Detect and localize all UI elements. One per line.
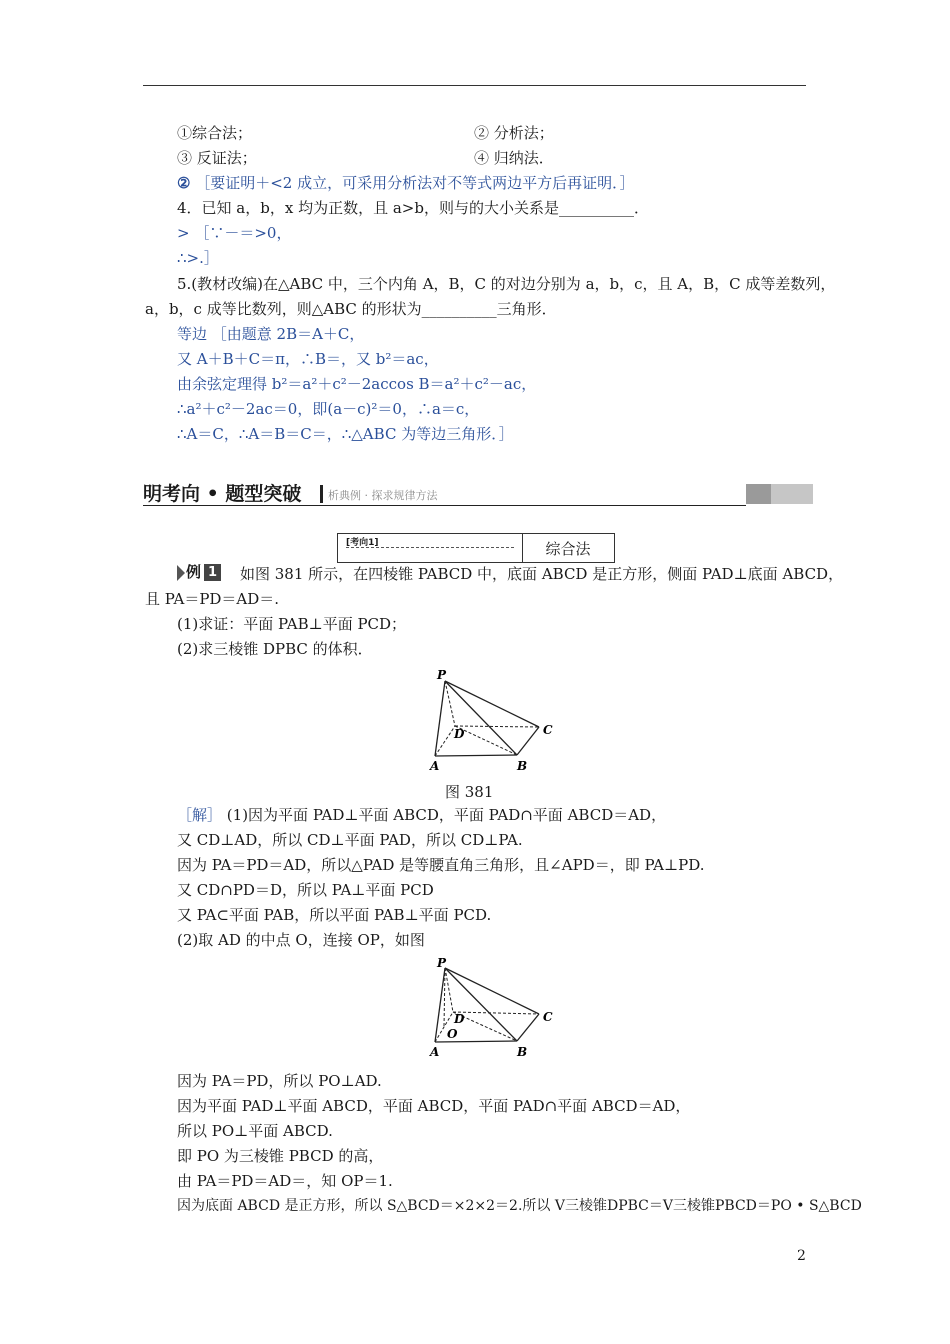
question-5-line2: a，b，c 成等比数列，则△ABC 的形状为__________三角形．: [145, 300, 557, 318]
solution-line1: [177, 806, 666, 824]
solution-line2: 又 CD⊥AD，所以 CD⊥平面 PAD，所以 CD⊥PA.: [177, 831, 523, 849]
label-P-2: P: [437, 956, 447, 970]
page-number: 2: [797, 1248, 806, 1264]
option-1: ①综合法；: [177, 124, 253, 142]
label-C: C: [543, 723, 553, 737]
label-A-2: A: [430, 1045, 440, 1059]
solution-line3: 因为 PA＝PD＝AD，所以△PAD 是等腰直角三角形，且∠APD＝，即 PA⊥PD.: [177, 856, 705, 874]
example-badge-text: 例: [186, 563, 202, 581]
question-5-line1: 5.(教材改编)在△ABC 中，三个内角 A，B，C 的对边分别为 a，b，c，且 A，B，C 成等差数列，: [177, 275, 836, 293]
section-title: 明考向 • 题型突破: [143, 483, 302, 505]
label-B: B: [517, 759, 528, 773]
answer-explanation: ［要证明＋<2 成立，可采用分析法对不等式两边平方后再证明．］: [195, 174, 635, 192]
label-D: D: [454, 727, 465, 741]
pyramid-figure-2: [420, 956, 560, 1066]
label-A: A: [430, 759, 440, 773]
solution-line10: 即 PO 为三棱锥 PBCD 的高，: [177, 1147, 384, 1165]
answer-5-line3: 由余弦定理得 b²＝a²＋c²－2accos B＝a²＋c²－ac，: [177, 375, 537, 393]
label-P: P: [437, 668, 447, 682]
section-divider: [320, 485, 323, 503]
example-badge: [177, 563, 225, 582]
example-line2: 且 PA＝PD＝AD＝.: [145, 590, 280, 608]
topic-name: 综合法: [545, 540, 591, 558]
topic-box: [337, 533, 615, 563]
answer-key: ②: [177, 174, 191, 192]
section-header: [143, 482, 813, 506]
answer-5-line4: ∴a²＋c²－2ac＝0，即(a－c)²＝0，∴a＝c，: [177, 400, 480, 418]
example-question-2: (2)求三棱锥 DPBC 的体积．: [177, 640, 373, 658]
option-2: ② 分析法；: [474, 124, 554, 142]
solution-line11: 由 PA＝PD＝AD＝，知 OP＝1.: [177, 1172, 393, 1190]
solution-line1-text: (1)因为平面 PAD⊥平面 ABCD，平面 PAD∩平面 ABCD＝AD，: [226, 806, 667, 824]
label-C-2: C: [543, 1010, 553, 1024]
example-line1: 如图 381 所示，在四棱锥 PABCD 中，底面 ABCD 是正方形，侧面 PAD⊥底面 ABCD，: [240, 565, 844, 583]
answer-line-3: [177, 174, 635, 192]
solution-line9: 所以 PO⊥平面 ABCD.: [177, 1122, 333, 1140]
answer-5-line2: 又 A＋B＋C＝π，∴B＝，又 b²＝ac，: [177, 350, 439, 368]
solution-line7: 因为 PA＝PD，所以 PO⊥AD.: [177, 1072, 382, 1090]
answer-4-line1: > ［∵－＝>0，: [177, 224, 292, 242]
label-B-2: B: [517, 1045, 528, 1059]
example-badge-number: 1: [204, 564, 221, 581]
answer-4-line2: ∴>.］: [177, 249, 219, 267]
label-O: O: [447, 1027, 458, 1041]
header-rule: [143, 85, 806, 86]
solution-line4: 又 CD∩PD＝D，所以 PA⊥平面 PCD: [177, 881, 434, 899]
solution-tag: ［解］: [177, 806, 223, 824]
answer-5-line1: 等边 ［由题意 2B＝A＋C，: [177, 325, 365, 343]
section-decor-dark: [746, 484, 771, 504]
topic-dashline: [346, 547, 514, 548]
solution-line6: (2)取 AD 的中点 O，连接 OP，如图: [177, 931, 425, 949]
solution-line5: 又 PA⊂平面 PAB，所以平面 PAB⊥平面 PCD.: [177, 906, 492, 924]
section-subtitle: 析典例 · 探求规律方法: [328, 489, 438, 502]
option-3: ③ 反证法；: [177, 149, 257, 167]
figure-caption: 图 381: [445, 783, 494, 801]
topic-box-left: [338, 534, 523, 562]
solution-line12: 因为底面 ABCD 是正方形，所以 S△BCD＝×2×2＝2.所以 V三棱锥DPBC＝V三棱锥PBCD＝PO • S△BCD: [177, 1198, 862, 1214]
topic-label: [考向1]: [346, 538, 379, 548]
pyramid-figure-1: [420, 666, 560, 776]
answer-5-line5: ∴A＝C，∴A＝B＝C＝，∴△ABC 为等边三角形．］: [177, 425, 514, 443]
section-decor-light: [771, 484, 813, 504]
option-4: ④ 归纳法．: [474, 149, 554, 167]
question-4: 4．已知 a，b，x 均为正数，且 a>b，则与的大小关系是__________．: [177, 199, 649, 217]
example-question-1: (1)求证：平面 PAB⊥平面 PCD；: [177, 615, 407, 633]
arrow-icon: [177, 565, 185, 581]
section-underline: [143, 505, 746, 506]
label-D-2: D: [454, 1012, 465, 1026]
solution-line8: 因为平面 PAD⊥平面 ABCD，平面 ABCD，平面 PAD∩平面 ABCD＝AD，: [177, 1097, 691, 1115]
